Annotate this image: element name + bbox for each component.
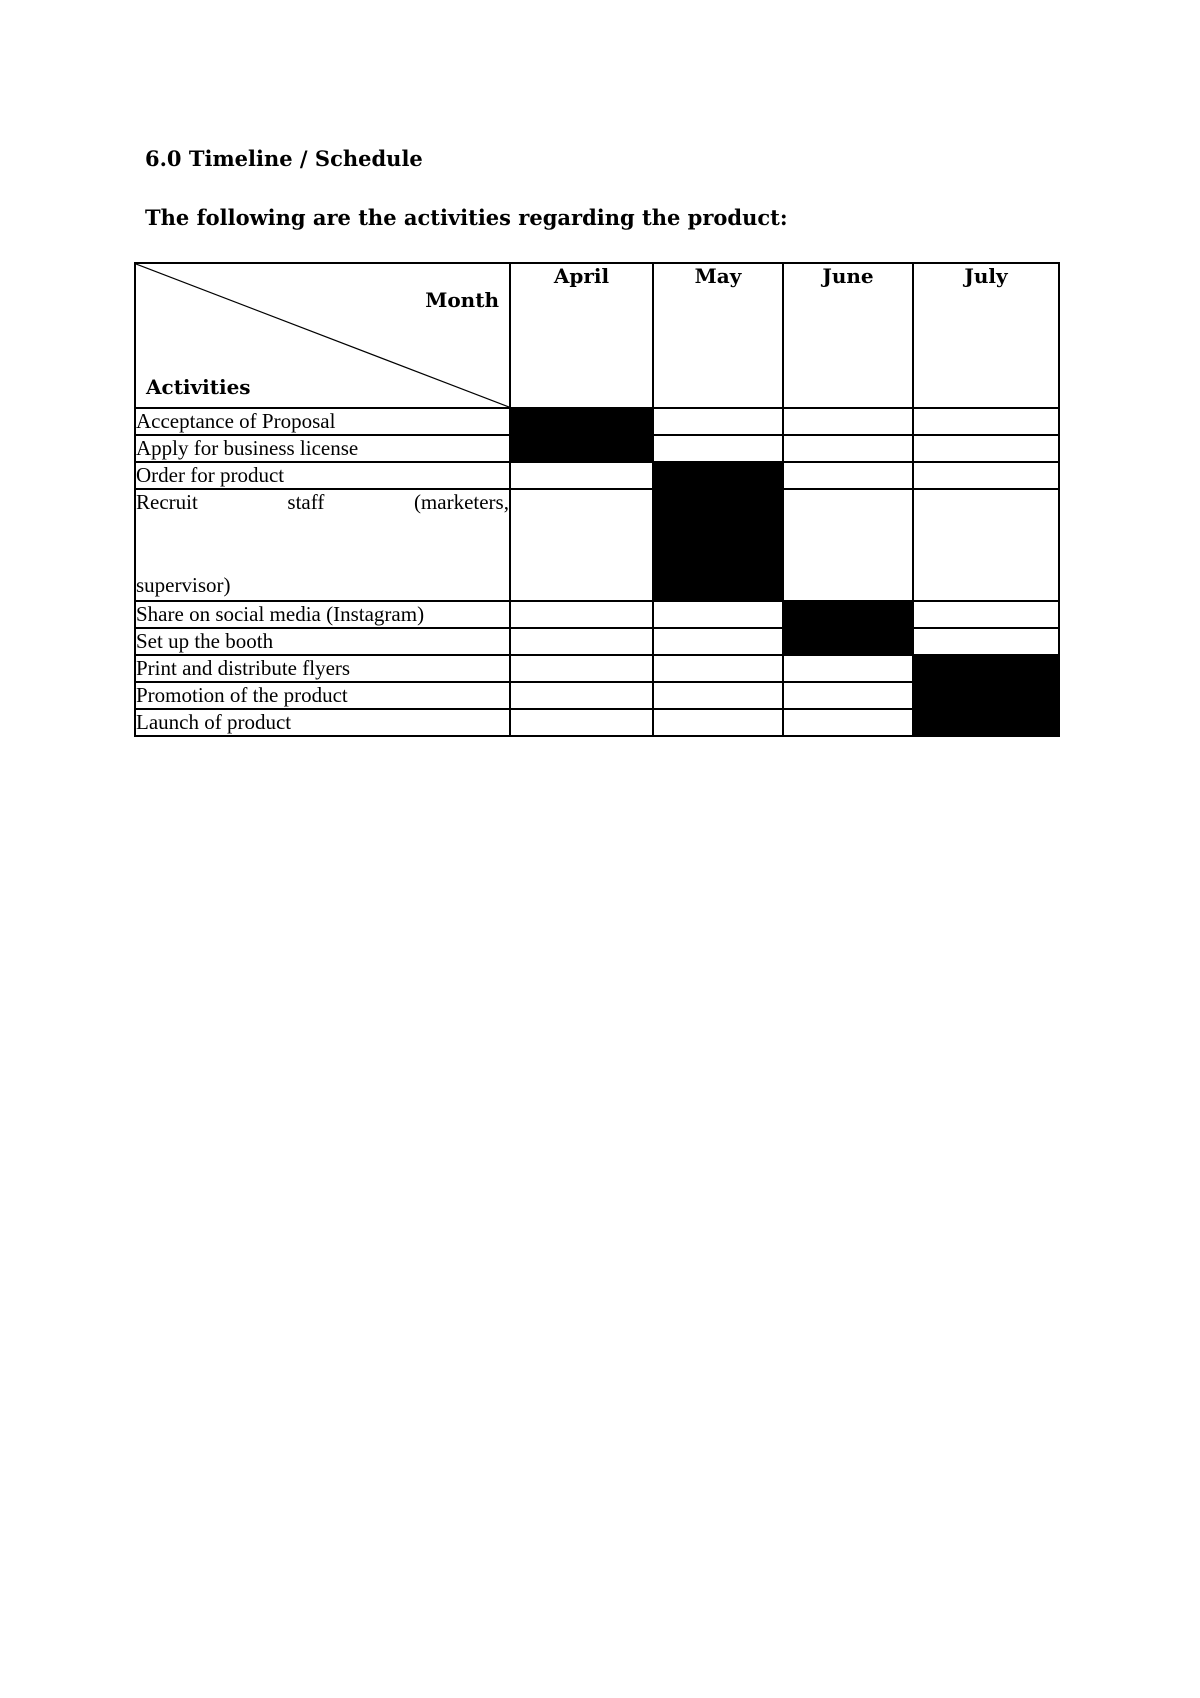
schedule-cell (783, 489, 913, 601)
schedule-cell (783, 682, 913, 709)
schedule-cell (783, 408, 913, 435)
intro-text: The following are the activities regarding the product: (145, 205, 788, 230)
month-header-june: June (783, 263, 913, 408)
schedule-table-container (134, 262, 1058, 737)
activity-label: Set up the booth (135, 628, 510, 655)
activity-label: Share on social media (Instagram) (135, 601, 510, 628)
schedule-table (134, 262, 1060, 737)
activities-axis-label: Activities (146, 375, 251, 399)
activity-label: Print and distribute flyers (135, 655, 510, 682)
schedule-cell (653, 628, 783, 655)
month-axis-label: Month (425, 288, 499, 312)
schedule-cell (913, 628, 1059, 655)
schedule-cell (653, 435, 783, 462)
header-row (135, 263, 1059, 408)
corner-cell (135, 263, 510, 408)
activity-label: Launch of product (135, 709, 510, 736)
schedule-cell (783, 435, 913, 462)
month-header-april: April (510, 263, 653, 408)
activity-label: Order for product (135, 462, 510, 489)
month-header-july: July (913, 263, 1059, 408)
schedule-cell (510, 709, 653, 736)
schedule-cell (653, 489, 783, 601)
schedule-cell (653, 408, 783, 435)
schedule-cell (783, 601, 913, 628)
schedule-cell (653, 601, 783, 628)
schedule-cell (913, 408, 1059, 435)
table-row (135, 655, 1059, 682)
activity-label: Acceptance of Proposal (135, 408, 510, 435)
schedule-cell (510, 655, 653, 682)
schedule-cell (913, 489, 1059, 601)
table-row (135, 489, 1059, 601)
activity-label (135, 489, 510, 601)
table-row (135, 462, 1059, 489)
table-row (135, 601, 1059, 628)
schedule-cell (510, 601, 653, 628)
schedule-cell (510, 682, 653, 709)
activity-label-word: Recruit (136, 490, 198, 514)
table-row (135, 682, 1059, 709)
schedule-cell (913, 682, 1059, 709)
schedule-cell (913, 435, 1059, 462)
schedule-cell (653, 462, 783, 489)
schedule-cell (913, 655, 1059, 682)
schedule-cell (783, 655, 913, 682)
schedule-cell (913, 709, 1059, 736)
schedule-cell (510, 435, 653, 462)
schedule-cell (510, 628, 653, 655)
schedule-cell (783, 709, 913, 736)
schedule-cell (913, 601, 1059, 628)
schedule-cell (783, 462, 913, 489)
table-row (135, 628, 1059, 655)
activity-label: Promotion of the product (135, 682, 510, 709)
table-row (135, 435, 1059, 462)
activity-label-word: supervisor) (136, 573, 231, 597)
schedule-cell (653, 709, 783, 736)
section-heading: 6.0 Timeline / Schedule (145, 146, 423, 171)
activity-label-word: staff (287, 490, 325, 514)
schedule-cell (510, 462, 653, 489)
schedule-cell (653, 655, 783, 682)
schedule-cell (510, 408, 653, 435)
table-row (135, 408, 1059, 435)
schedule-cell (510, 489, 653, 601)
schedule-cell (653, 682, 783, 709)
activity-label-word: (marketers, (413, 490, 509, 514)
table-row (135, 709, 1059, 736)
schedule-cell (783, 628, 913, 655)
activity-label: Apply for business license (135, 435, 510, 462)
month-header-may: May (653, 263, 783, 408)
schedule-cell (913, 462, 1059, 489)
